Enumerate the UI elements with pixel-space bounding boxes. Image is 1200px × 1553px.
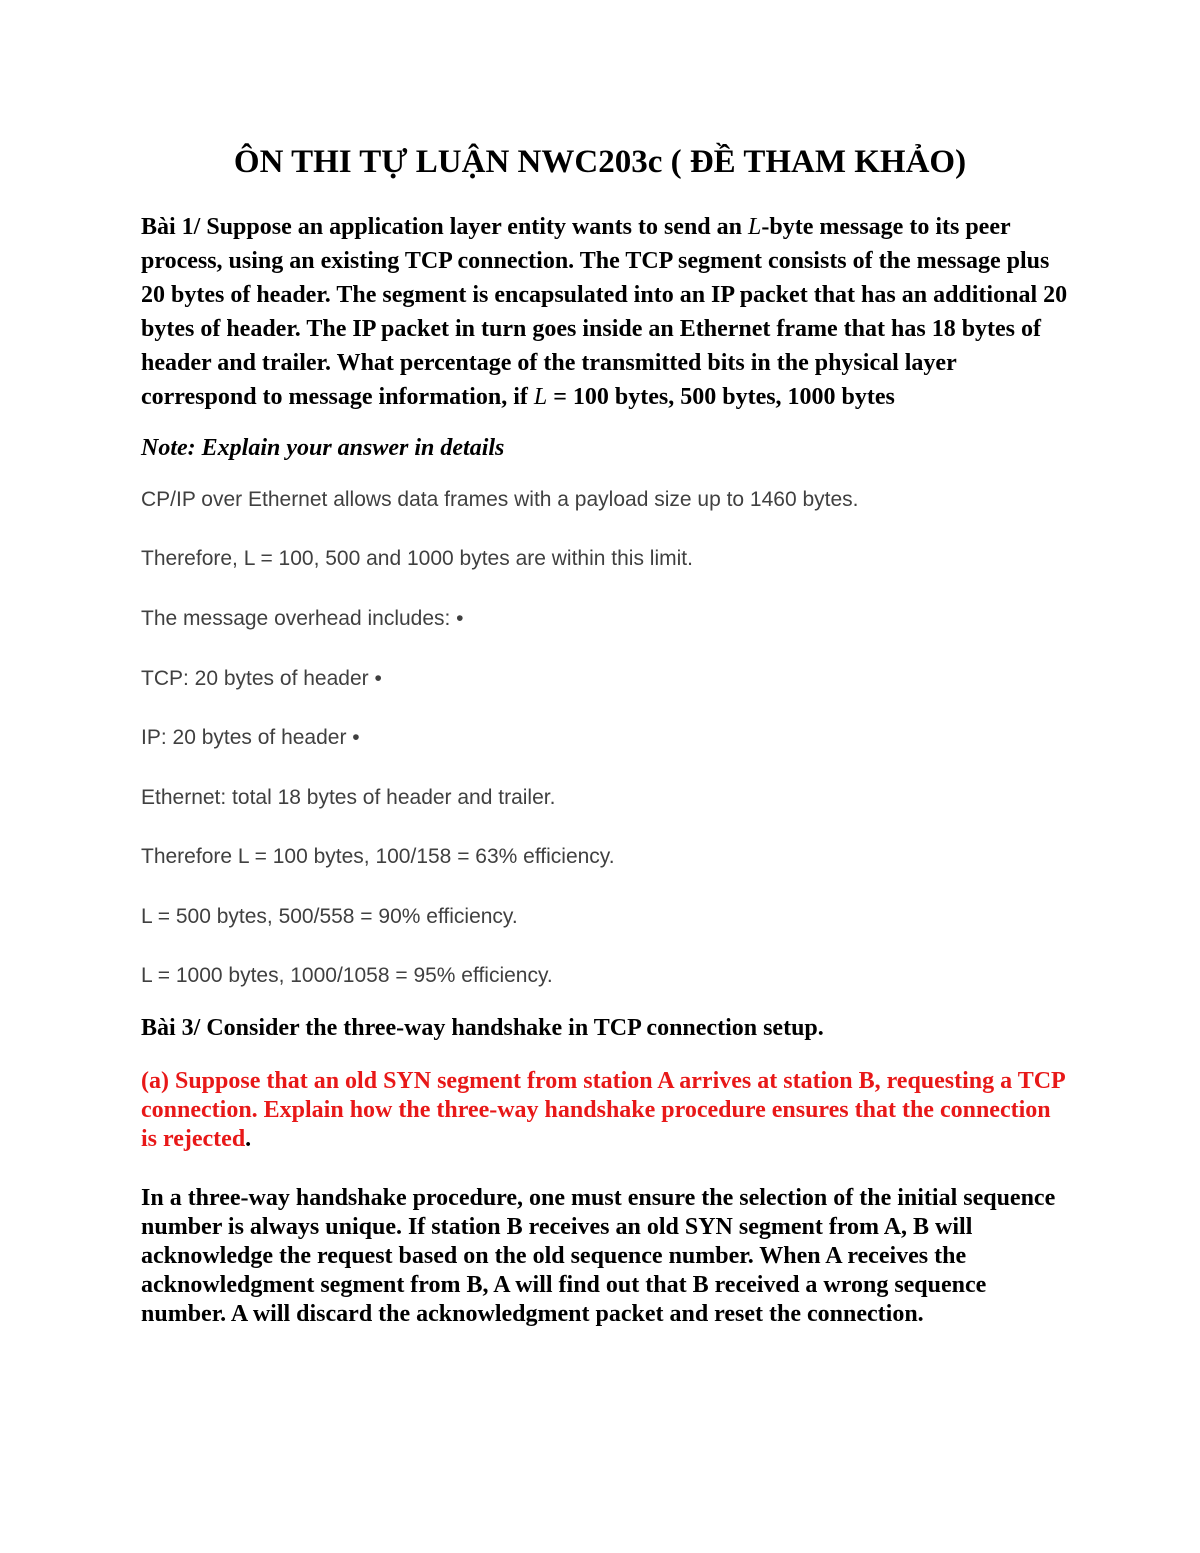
answer-line-8: L = 500 bytes, 500/558 = 90% efficiency. bbox=[141, 905, 518, 928]
answer-line-7: Therefore L = 100 bytes, 100/158 = 63% efficiency. bbox=[141, 845, 615, 868]
answer-line-6: Ethernet: total 18 bytes of header and trailer. bbox=[141, 786, 556, 809]
bai1-var-l: L bbox=[748, 214, 762, 240]
bai1-label: Bài 1/ bbox=[141, 214, 201, 240]
bai3-question-a-text: (a) Suppose that an old SYN segment from station A arrives at station B, requesting a TCP connection. Explain how the three-way handshake procedure ensures that the connection is rejected bbox=[141, 1068, 1065, 1152]
bai3-answer: In a three-way handshake procedure, one must ensure the selection of the initial sequence number is always unique. If station B receives an old SYN segment from A, B will acknowledge the request based on the old sequence number. When A receives the acknowledgment segment from B, A will find out that B received a wrong sequence number. A will discard the acknowledgment packet and reset the connection. bbox=[141, 1185, 1056, 1327]
answer-line-5: IP: 20 bytes of header • bbox=[141, 726, 360, 749]
bai1-text-a: Suppose an application layer entity wants to send an bbox=[200, 214, 748, 240]
answer-line-9: L = 1000 bytes, 1000/1058 = 95% efficiency. bbox=[141, 964, 553, 987]
note-line: Note: Explain your answer in details bbox=[141, 435, 505, 461]
answer-line-3: The message overhead includes: • bbox=[141, 607, 464, 630]
bai3-heading: Bài 3/ Consider the three-way handshake in TCP connection setup. bbox=[141, 1015, 824, 1041]
answer-line-1: CP/IP over Ethernet allows data frames with a payload size up to 1460 bytes. bbox=[141, 488, 859, 511]
bai1-text-b: -byte message to its peer process, using an existing TCP connection. The TCP segment consists of the message plus 20 bytes of header. The segment is encapsulated into an IP packet that has an additional 20 bytes of header. The IP packet in turn goes inside an Ethernet frame that has 18 bytes of header and trailer. What percentage of the transmitted bits in the physical layer correspond to message information, if bbox=[141, 214, 1068, 410]
page-title: ÔN THI TỰ LUẬN NWC203c ( ĐỀ THAM KHẢO) bbox=[233, 144, 967, 180]
answer-line-2: Therefore, L = 100, 500 and 1000 bytes are within this limit. bbox=[141, 547, 693, 570]
answer-line-4: TCP: 20 bytes of header • bbox=[141, 667, 382, 690]
bai1-var-l-2: L bbox=[533, 384, 548, 410]
bai3-question-a bbox=[141, 1067, 1071, 1154]
bai1-paragraph bbox=[141, 210, 1071, 414]
bai1-text-c: = 100 bytes, 500 bytes, 1000 bytes bbox=[547, 384, 895, 410]
bai3-question-a-period: . bbox=[245, 1126, 252, 1152]
